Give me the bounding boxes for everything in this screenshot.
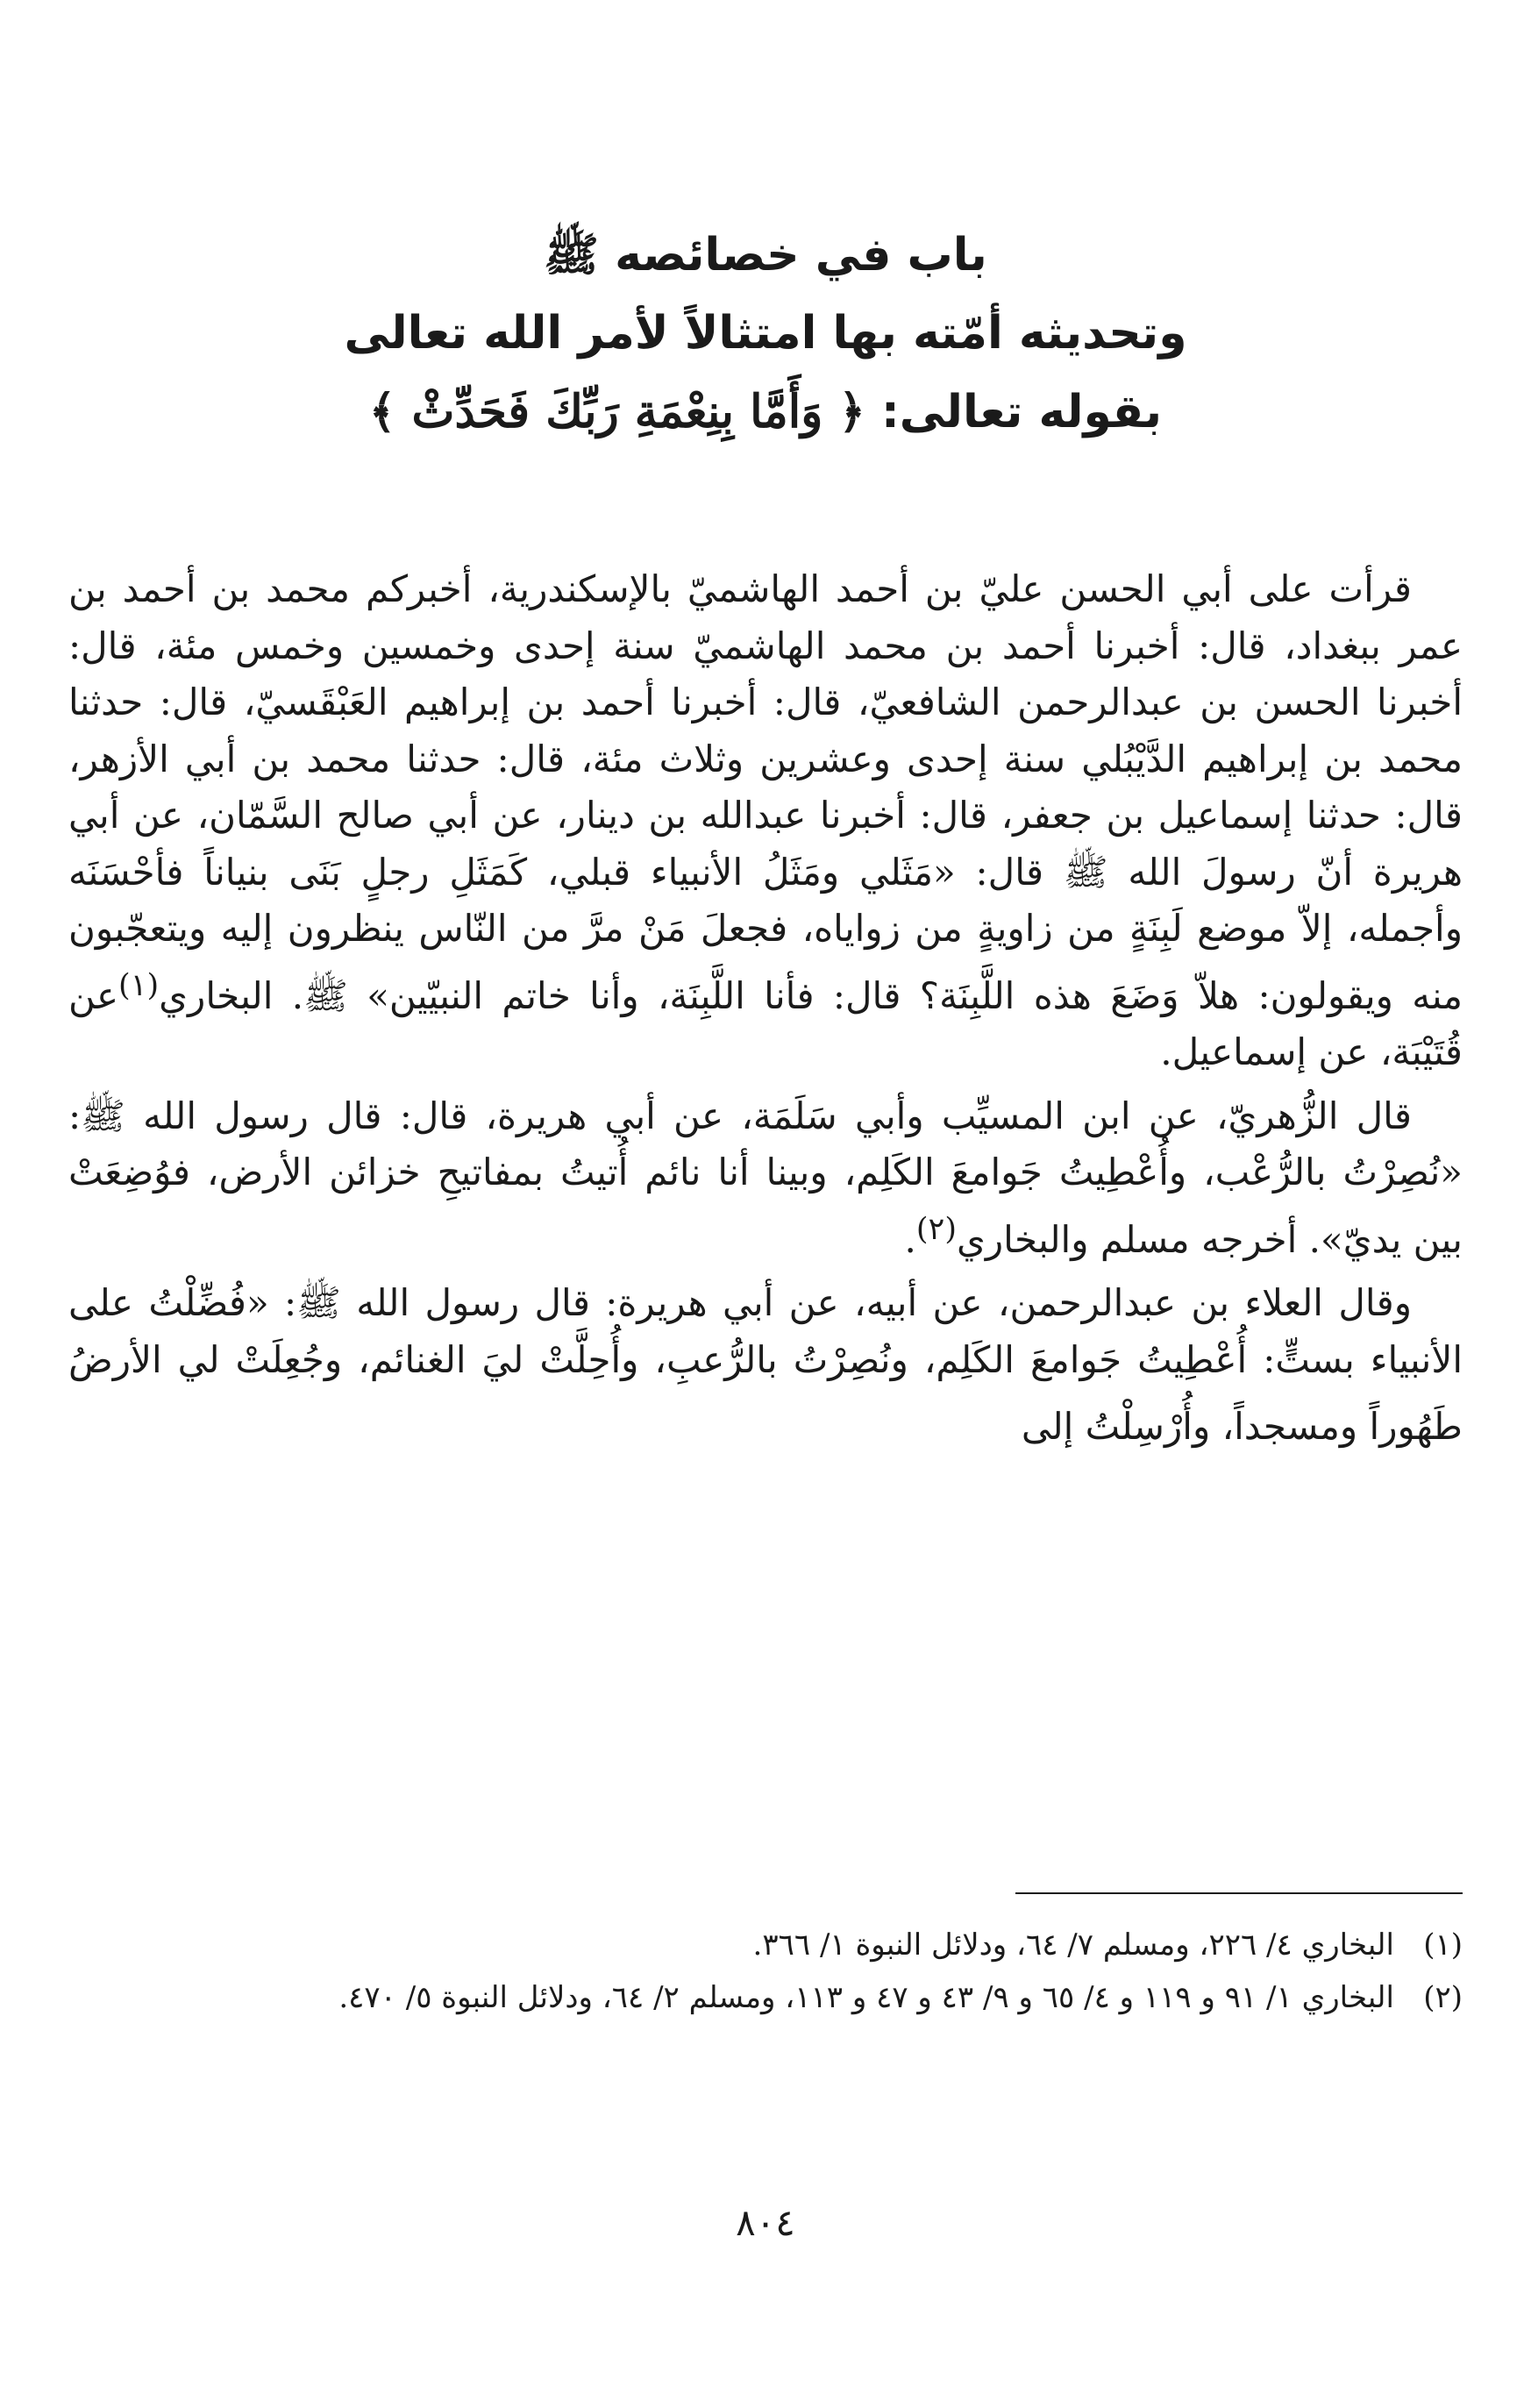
paragraph-1-text: قرأت على أبي الحسن عليّ بن أحمد الهاشميّ بالإسكندرية، أخبركم محمد بن أحمد بن عمر ببغداد، قال: أخبرنا أحمد بن محمد الهاشميّ سنة إحدى وخمسين وخمس مئة، قال: أخبرنا الحسن بن عبدالرحمن الشافعيّ، قال: أخبرنا أحمد بن إبراهيم العَبْقَسيّ، قال: حدثنا محمد بن إبراهيم الدَّيْبُلي سنة إحدى وعشرين وثلاث مئة، قال: حدثنا محمد بن أبي الأزهر، قال: حدثنا إسماعيل بن جعفر، قال: أخبرنا عبدالله بن دينار، عن أبي صالح السَّمّان، عن أبي هريرة أنّ رسولَ الله ﷺ قال: «مَثَلي ومَثَلُ الأنبياء قبلي، كَمَثَلِ رجلٍ بَنَى بنياناً فأحْسَنَه وأجمله، إلاّ موضع لَبِنَةٍ من زاويةٍ من زواياه، فجعلَ مَنْ مرَّ من النّاس ينظرون إليه ويتعجّبون منه ويقولون: هلاّ وَضَعَ هذه اللَّبِنَة؟ قال: فأنا اللَّبِنَة، وأنا خاتم النبيّين» ﷺ. البخاري	[68, 567, 1463, 1017]
footnote-1	[68, 1920, 1463, 1970]
footnote-1-text: البخاري ٤/ ٢٢٦، ومسلم ٧/ ٦٤، ودلائل النبوة ١/ ٣٦٦.	[752, 1927, 1394, 1963]
page-number: ٨٠٤	[736, 2201, 795, 2244]
heading-line-2: وتحديثه أمّته بها امتثالاً لأمر الله تعالى	[344, 307, 1187, 360]
heading-line-3-prefix: بقوله تعالى:	[865, 386, 1163, 439]
footnote-ref-2: (٢)	[915, 1211, 957, 1247]
footnote-2	[68, 1973, 1463, 2022]
body-text	[68, 561, 1463, 1463]
footnote-ref-1: (١)	[118, 967, 160, 1003]
paragraph-2-tail: .	[904, 1217, 916, 1261]
paragraph-2-text: قال الزُّهريّ، عن ابن المسيِّب وأبي سَلَمَة، عن أبي هريرة، قال: قال رسول الله ﷺ: «نُصِرْتُ بالرُّعْب، وأُعْطِيتُ جَوامعَ الكَلِم، وبينا أنا نائم أُتيتُ بمفاتيحِ خزائن الأرض، فوُضِعَتْ بين يديّ». أخرجه مسلم والبخاري	[68, 1094, 1463, 1261]
heading-line-1: باب في خصائصه ﷺ	[544, 229, 987, 281]
paragraph-1-tail: عن قُتَيْبَة، عن إسماعيل.	[68, 973, 1463, 1073]
footnotes	[68, 1920, 1463, 2026]
paragraph-3	[68, 1275, 1463, 1456]
footnote-2-text: البخاري ١/ ٩١ و ١١٩ و ٤/ ٦٥ و ٩/ ٤٣ و ٤٧ و ١١٣، ومسلم ٢/ ٦٤، ودلائل النبوة ٥/ ٤٧٠.	[338, 1980, 1394, 2015]
paragraph-1	[68, 561, 1463, 1081]
heading-line-3	[0, 375, 1531, 449]
footnote-divider	[1015, 1892, 1463, 1894]
quran-verse: ﴿ وَأَمَّا بِنِعْمَةِ رَبِّكَ فَحَدِّثْ ﴾	[368, 385, 865, 439]
chapter-heading	[0, 219, 1531, 450]
footnote-2-number: (٢)	[1423, 1980, 1463, 2015]
paragraph-2	[68, 1088, 1463, 1269]
footnote-1-number: (١)	[1423, 1927, 1463, 1963]
paragraph-3-text: وقال العلاء بن عبدالرحمن، عن أبيه، عن أبي هريرة: قال رسول الله ﷺ: «فُضِّلْتُ على الأنبياء بستٍّ: أُعْطِيتُ جَوامعَ الكَلِم، ونُصِرْتُ بالرُّعبِ، وأُحِلَّتْ ليَ الغنائم، وجُعِلَتْ لي الأرضُ طَهُوراً ومسجداً، وأُرْسِلْتُ إلى	[68, 1281, 1463, 1448]
